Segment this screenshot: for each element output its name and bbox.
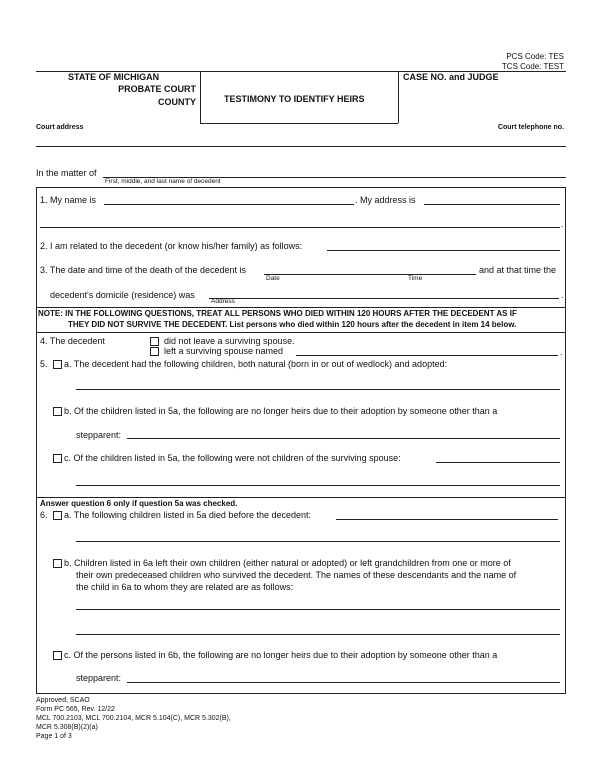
- tcs-code: TCS Code: TEST: [501, 62, 564, 71]
- item6c-stepparent-label: stepparent:: [76, 673, 122, 683]
- item3-end-period: .: [561, 290, 564, 300]
- item3-label: 3. The date and time of the death of the decedent is: [40, 265, 246, 275]
- header-title-bottom-rule: [200, 123, 398, 124]
- main-form-box: [36, 187, 566, 694]
- court-address-label: Court address: [36, 124, 84, 131]
- item5b-stepparent-label: stepparent:: [76, 430, 122, 440]
- item1-end-period: .: [561, 219, 564, 229]
- item5a-label: a. The decedent had the following children, both natural (born in or out of wedlock) and adopted:: [64, 359, 448, 369]
- children-line[interactable]: [76, 389, 560, 390]
- item6-header: Answer question 6 only if question 5a was checked.: [40, 499, 238, 508]
- note-bottom-rule: [36, 332, 566, 333]
- note-top-rule: [36, 307, 566, 308]
- matter-label: In the matter of: [36, 168, 97, 178]
- item6b-line1: b. Children listed in 6a left their own children (either natural or adopted) or left grandchildren from one or more of: [64, 558, 511, 568]
- my-address-line-2[interactable]: [40, 227, 560, 228]
- state-label: STATE OF MICHIGAN: [68, 72, 160, 82]
- decedent-name-caption: First, middle, and last name of decedent: [105, 178, 221, 185]
- item6b-line-2[interactable]: [76, 634, 560, 635]
- footer-form-number: Form PC 565, Rev. 12/22: [36, 706, 115, 713]
- my-name-line[interactable]: [104, 204, 354, 205]
- case-no-label: CASE NO. and JUDGE: [403, 72, 499, 82]
- item6c-checkbox[interactable]: [53, 651, 62, 660]
- item6-top-rule: [36, 497, 566, 498]
- item5c-label: c. Of the children listed in 5a, the following were not children of the surviving spouse:: [64, 453, 401, 463]
- note-line-1: NOTE: IN THE FOLLOWING QUESTIONS, TREAT ALL PERSONS WHO DIED WITHIN 120 HOURS AFTER THE DECEDENT AS IF: [38, 309, 517, 318]
- form-title: TESTIMONY TO IDENTIFY HEIRS: [224, 94, 365, 104]
- no-spouse-label: did not leave a surviving spouse.: [164, 336, 295, 346]
- item6b-line3: the child in 6a to whom they are related are as follows:: [76, 582, 294, 592]
- spouse-name-line[interactable]: [296, 355, 558, 356]
- item3-tail: and at that time the: [479, 265, 557, 275]
- death-date-time-line[interactable]: [264, 274, 476, 275]
- item5b-stepparent-line[interactable]: [127, 438, 560, 439]
- item6b-line2: their own predeceased children who survived the decedent. The names of these descendants and the name of: [76, 570, 517, 580]
- item6b-line-1[interactable]: [76, 609, 560, 610]
- court-label: PROBATE COURT: [118, 84, 196, 94]
- footer-page: Page 1 of 3: [36, 733, 72, 740]
- county-label: COUNTY: [158, 97, 196, 107]
- domicile-line[interactable]: [209, 298, 559, 299]
- footer-approved: Approved, SCAO: [36, 697, 90, 704]
- item5c-line[interactable]: [436, 462, 560, 463]
- time-caption: Time: [408, 275, 423, 282]
- item5b-label: b. Of the children listed in 5a, the following are no longer heirs due to their adoption by someone other than a: [64, 406, 498, 416]
- footer-mcl-1: MCL 700.2103, MCL 700.2104, MCR 5.104(C), MCR 5.302(B),: [36, 715, 231, 722]
- domicile-label: decedent's domicile (residence) was: [50, 290, 195, 300]
- header-divider-right: [398, 71, 399, 123]
- spouse-checkbox[interactable]: [150, 347, 159, 356]
- item6a-checkbox[interactable]: [53, 511, 62, 520]
- item1-label: 1. My name is: [40, 195, 97, 205]
- note-line-2: THEY DID NOT SURVIVE THE DECEDENT. List persons who died within 120 hours after the decedent in item 14 below.: [68, 320, 517, 329]
- court-phone-label: Court telephone no.: [497, 124, 564, 131]
- item1-address-label: . My address is: [355, 195, 416, 205]
- item4-label: 4. The decedent: [40, 336, 105, 346]
- item2-label: 2. I am related to the decedent (or know his/her family) as follows:: [40, 241, 303, 251]
- relationship-line[interactable]: [327, 250, 560, 251]
- court-address-field[interactable]: [36, 132, 566, 145]
- item6a-label: a. The following children listed in 5a died before the decedent:: [64, 510, 311, 520]
- header-divider-left: [200, 71, 201, 123]
- item5b-checkbox[interactable]: [53, 407, 62, 416]
- spouse-label: left a surviving spouse named: [164, 346, 284, 356]
- item6a-line[interactable]: [336, 519, 558, 520]
- item6b-checkbox[interactable]: [53, 559, 62, 568]
- item6a-line-2[interactable]: [76, 541, 560, 542]
- court-address-rule: [36, 146, 566, 147]
- item6-number: 6.: [40, 510, 48, 520]
- my-address-line[interactable]: [424, 204, 560, 205]
- item5a-checkbox[interactable]: [53, 360, 62, 369]
- footer-mcl-2: MCR 5.308(B)(2)(a): [36, 724, 98, 731]
- item5c-line-2[interactable]: [76, 485, 560, 486]
- address-caption: Address: [211, 298, 235, 305]
- item6c-stepparent-line[interactable]: [127, 682, 560, 683]
- item5-number: 5.: [40, 359, 48, 369]
- date-caption: Date: [266, 275, 280, 282]
- item4-end-period: .: [560, 347, 563, 357]
- no-spouse-checkbox[interactable]: [150, 337, 159, 346]
- pcs-code: PCS Code: TES: [506, 52, 564, 61]
- item5c-checkbox[interactable]: [53, 454, 62, 463]
- item6c-label: c. Of the persons listed in 6b, the following are no longer heirs due to their adoption by someone other than a: [64, 650, 498, 660]
- case-no-field[interactable]: [402, 84, 564, 120]
